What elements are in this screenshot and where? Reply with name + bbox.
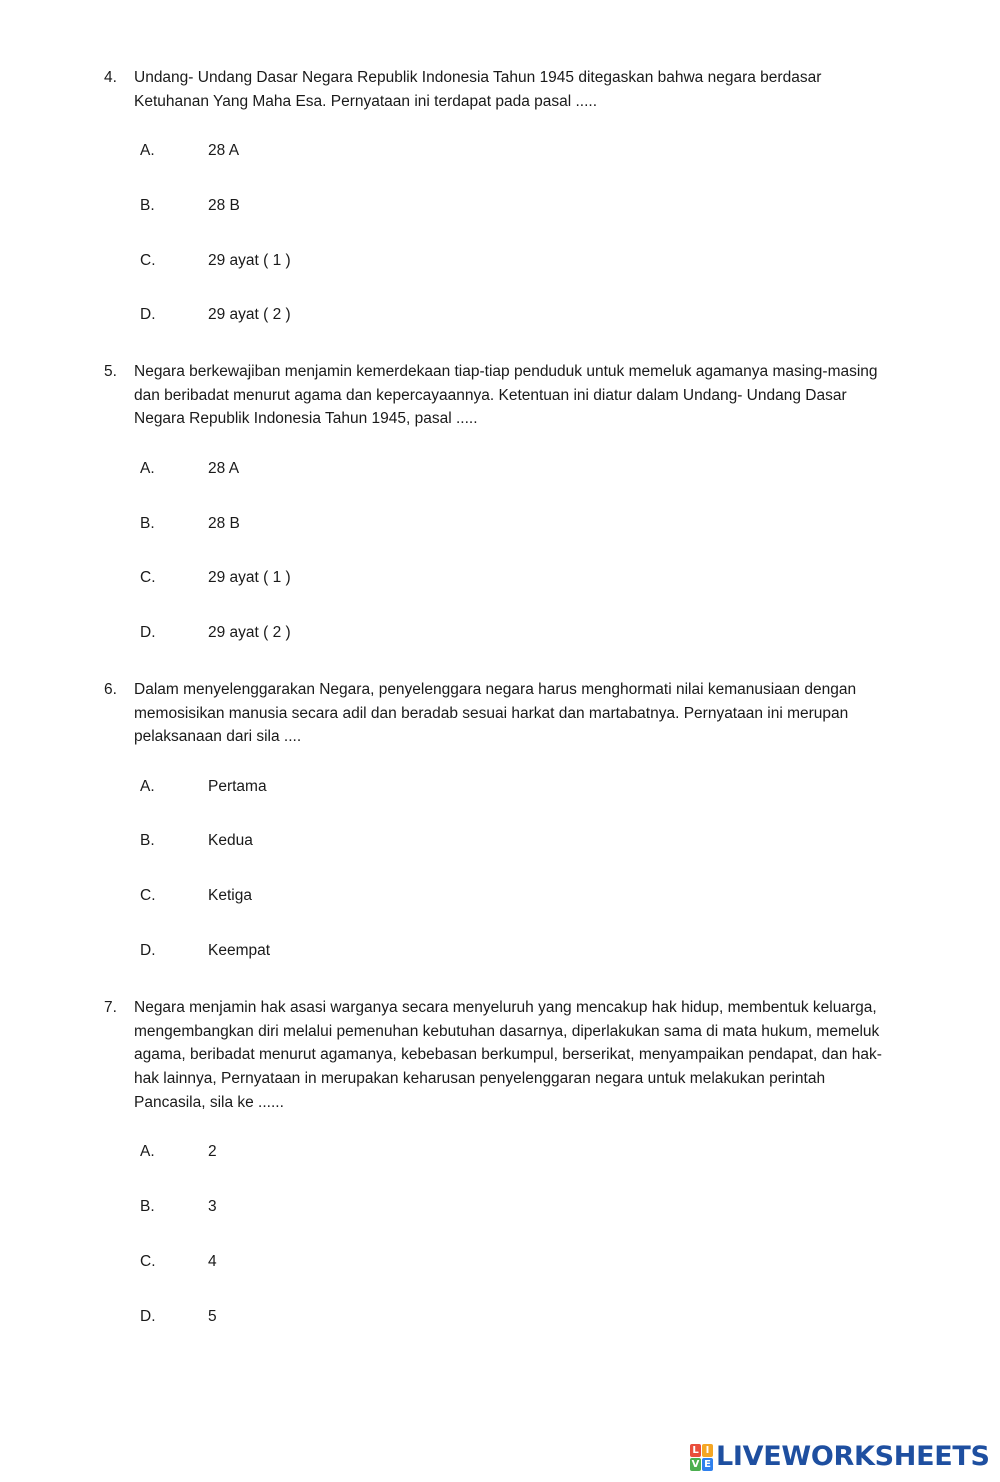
option-text: 28 A [208, 142, 240, 159]
question-line: Negara Republik Indonesia Tahun 1945, pasal ..... [134, 410, 478, 428]
option-letter: A. [140, 142, 155, 159]
option-text: Pertama [208, 778, 267, 795]
option-6c[interactable] [104, 886, 944, 906]
option-text: 29 ayat ( 2 ) [208, 624, 291, 641]
question-line: mengembangkan diri melalui pemenuhan kebutuhan dasarnya, diperlakukan sama di mata hukum, memeluk [134, 1022, 880, 1040]
option-letter: D. [140, 306, 156, 323]
question-line: Pancasila, sila ke ...... [134, 1093, 284, 1111]
question-line: Negara menjamin hak asasi warganya secara menyeluruh yang mencakup hak hidup, membentuk keluarga, [134, 999, 877, 1016]
option-7a[interactable] [104, 1142, 944, 1162]
option-letter: C. [140, 569, 156, 586]
option-text: Keempat [208, 942, 271, 959]
option-letter: B. [140, 832, 155, 849]
option-letter: B. [140, 515, 155, 532]
question-5 [104, 360, 944, 431]
liveworksheets-logo [690, 1441, 990, 1473]
question-4 [104, 66, 944, 113]
question-stem [104, 360, 944, 431]
question-7 [104, 996, 944, 1115]
option-text: 28 B [208, 515, 240, 532]
question-line: agama, beribadat menurut agamanya, kebebasan berkumpul, berserikat, menyampaikan pendapat, dan hak- [134, 1046, 882, 1064]
option-letter: D. [140, 624, 156, 641]
option-4a[interactable] [104, 141, 944, 161]
option-6a[interactable] [104, 777, 944, 797]
option-letter: C. [140, 1253, 156, 1270]
option-letter: A. [140, 1143, 155, 1160]
question-text [134, 996, 934, 1115]
question-6 [104, 678, 944, 749]
logo-mark-icon [690, 1444, 713, 1471]
question-line: pelaksanaan dari sila .... [134, 728, 302, 746]
option-4d[interactable] [104, 305, 944, 325]
logo-letter-i: I [702, 1444, 713, 1457]
question-line: dan beribadat menurut agama dan kepercayaannya. Ketentuan ini diatur dalam Undang- Undang Dasar [134, 386, 847, 404]
logo-letter-v: V [691, 1458, 700, 1470]
question-line: Negara berkewajiban menjamin kemerdekaan tiap-tiap penduduk untuk memeluk agamanya masing-masing [134, 363, 878, 380]
option-5c[interactable] [104, 568, 944, 588]
option-letter: B. [140, 197, 155, 214]
option-text: Kedua [208, 832, 253, 849]
question-text [134, 360, 934, 431]
option-text: Ketiga [208, 887, 252, 904]
option-5d[interactable] [104, 623, 944, 643]
question-number: 4. [104, 69, 117, 86]
option-7c[interactable] [104, 1252, 944, 1272]
question-stem [104, 678, 944, 749]
option-letter: C. [140, 887, 156, 904]
option-7d[interactable] [104, 1307, 944, 1327]
question-line: memosisikan manusia secara adil dan beradab sesuai harkat dan martabatnya. Pernyataan ini merupan [134, 704, 849, 722]
question-number: 5. [104, 363, 117, 380]
question-stem [104, 66, 944, 113]
logo-letter-e: E [702, 1458, 713, 1471]
logo-letter-l: L [690, 1444, 701, 1457]
question-number: 6. [104, 681, 117, 698]
question-line: Dalam menyelenggarakan Negara, penyelenggara negara harus menghormati nilai kemanusiaan dengan [134, 681, 857, 698]
logo-text: LIVEWORKSHEETS [716, 1441, 990, 1472]
option-letter: D. [140, 1308, 156, 1325]
option-letter: B. [140, 1198, 155, 1215]
option-7b[interactable] [104, 1197, 944, 1217]
option-text: 29 ayat ( 1 ) [208, 252, 291, 269]
question-number: 7. [104, 999, 117, 1016]
option-letter: C. [140, 252, 156, 269]
option-text: 29 ayat ( 2 ) [208, 306, 291, 323]
option-6d[interactable] [104, 941, 944, 961]
option-4c[interactable] [104, 251, 944, 271]
option-letter: D. [140, 942, 156, 959]
option-letter: A. [140, 460, 155, 477]
option-text: 29 ayat ( 1 ) [208, 569, 291, 586]
option-text: 3 [208, 1198, 217, 1215]
option-text: 28 B [208, 197, 240, 214]
question-line: Ketuhanan Yang Maha Esa. Pernyataan ini terdapat pada pasal ..... [134, 92, 598, 110]
option-letter: A. [140, 778, 155, 795]
question-stem [104, 996, 944, 1115]
option-5b[interactable] [104, 514, 944, 534]
question-text [134, 66, 934, 113]
question-line: Undang- Undang Dasar Negara Republik Indonesia Tahun 1945 ditegaskan bahwa negara berdasar [134, 69, 822, 86]
option-text: 5 [208, 1308, 217, 1325]
question-text [134, 678, 934, 749]
option-6b[interactable] [104, 831, 944, 851]
option-5a[interactable] [104, 459, 944, 479]
option-text: 2 [208, 1143, 217, 1160]
option-text: 28 A [208, 460, 240, 477]
question-line: hak lainnya, Pernyataan in merupakan keharusan penyelenggaran negara untuk melakukan perintah [134, 1070, 826, 1088]
option-4b[interactable] [104, 196, 944, 216]
option-text: 4 [208, 1253, 217, 1270]
